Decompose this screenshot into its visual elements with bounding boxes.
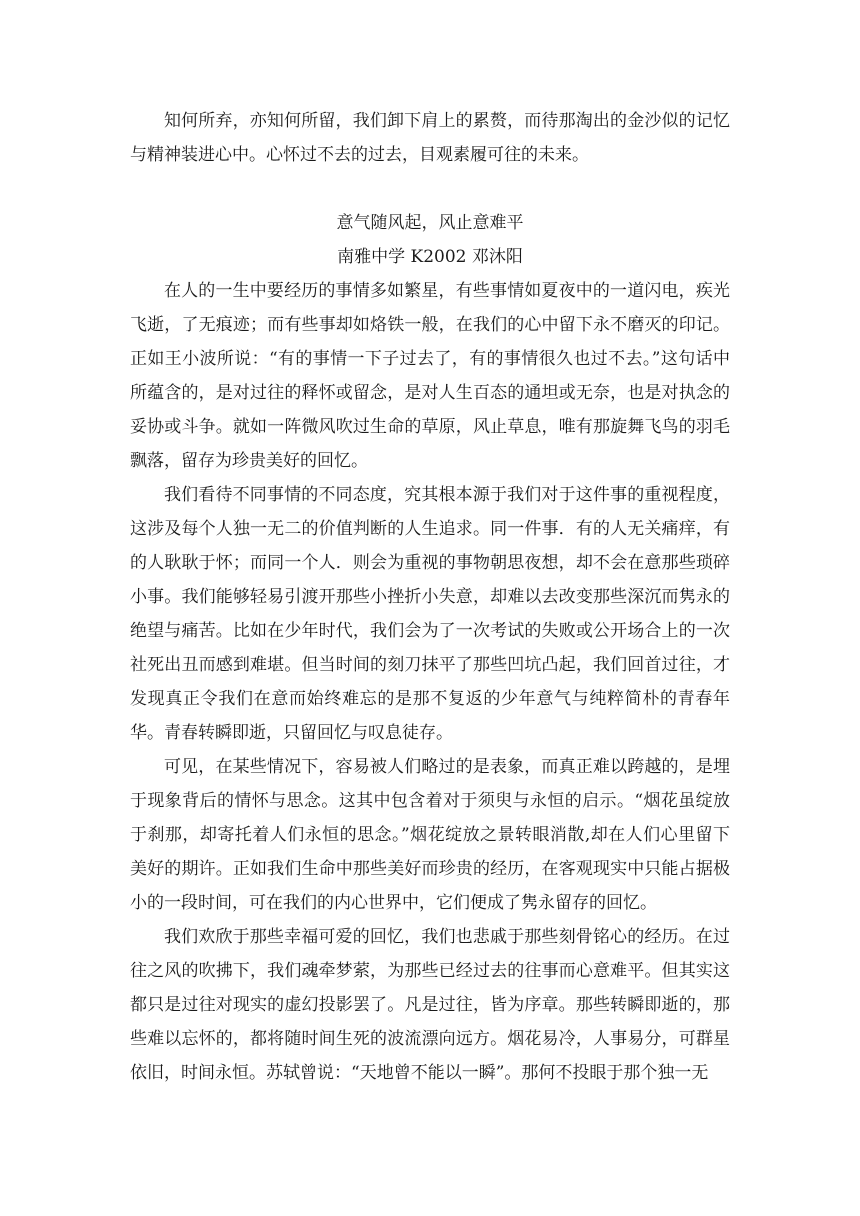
essay-paragraph-3: 可见，在某些情况下，容易被人们略过的是表象，而真正难以跨越的，是埋于现象背后的情怀与思念。这其中包含着对于须臾与永恒的启示。“烟花虽绽放于刹那，却寄托着人们永恒的思念。”烟花绽放之景转眼消散,却在人们心里留下美好的期许。正如我们生命中那些美好而珍贵的经历，在客观现实中只能占据极小的一段时间，可在我们的内心世界中，它们便成了隽永留存的回忆。 bbox=[130, 757, 730, 913]
section-spacer bbox=[130, 172, 730, 206]
intro-paragraph: 知何所弃，亦知何所留，我们卸下肩上的累赘，而待那淘出的金沙似的记忆与精神装进心中。心怀过不去的过去，目观素履可往的未来。 bbox=[130, 111, 730, 165]
essay-paragraph-2: 我们看待不同事情的不同态度，究其根本源于我们对于这件事的重视程度，这涉及每个人独一无二的价值判断的人生追求。同一件事．有的人无关痛痒，有的人耿耿于怀；而同一个人．则会为重视的事物朝思夜想，却不会在意那些琐碎小事。我们能够轻易引渡开那些小挫折小失意，却难以去改变那些深沉而隽永的绝望与痛苦。比如在少年时代，我们会为了一次考试的失败或公开场合上的一次社死出丑而感到难堪。但当时间的刻刀抹平了那些凹坑凸起，我们回首过往，才发现真正令我们在意而始终难忘的是那不复返的少年意气与纯粹简朴的青春年华。青春转瞬即逝，只留回忆与叹息徒存。 bbox=[130, 485, 730, 743]
document-page bbox=[130, 104, 730, 1090]
essay-paragraph-4: 我们欢欣于那些幸福可爱的回忆，我们也悲戚于那些刻骨铭心的经历。在过往之风的吹拂下，我们魂牵梦萦，为那些已经过去的往事而心意难平。但其实这都只是过往对现实的虚幻投影罢了。凡是过往，皆为序章。那些转瞬即逝的，那些难以忘怀的，都将随时间生死的波流漂向远方。烟花易冷，人事易分，可群星依旧，时间永恒。苏轼曾说：“天地曾不能以一瞬”。那何不投眼于那个独一无 bbox=[130, 927, 730, 1083]
essay-author: 南雅中学 K2002 邓沐阳 bbox=[337, 247, 523, 267]
essay-paragraph-1: 在人的一生中要经历的事情多如繁星，有些事情如夏夜中的一道闪电，疾光飞逝，了无痕迹；而有些事却如烙铁一般，在我们的心中留下永不磨灭的印记。正如王小波所说：“有的事情一下子过去了，有的事情很久也过不去。”这句话中所蕴含的，是对过往的释怀或留念，是对人生百态的通坦或无奈，也是对执念的妥协或斗争。就如一阵微风吹过生命的草原，风止草息，唯有那旋舞飞鸟的羽毛飘落，留存为珍贵美好的回忆。 bbox=[130, 281, 730, 471]
essay-title: 意气随风起，风止意难平 bbox=[336, 213, 524, 233]
